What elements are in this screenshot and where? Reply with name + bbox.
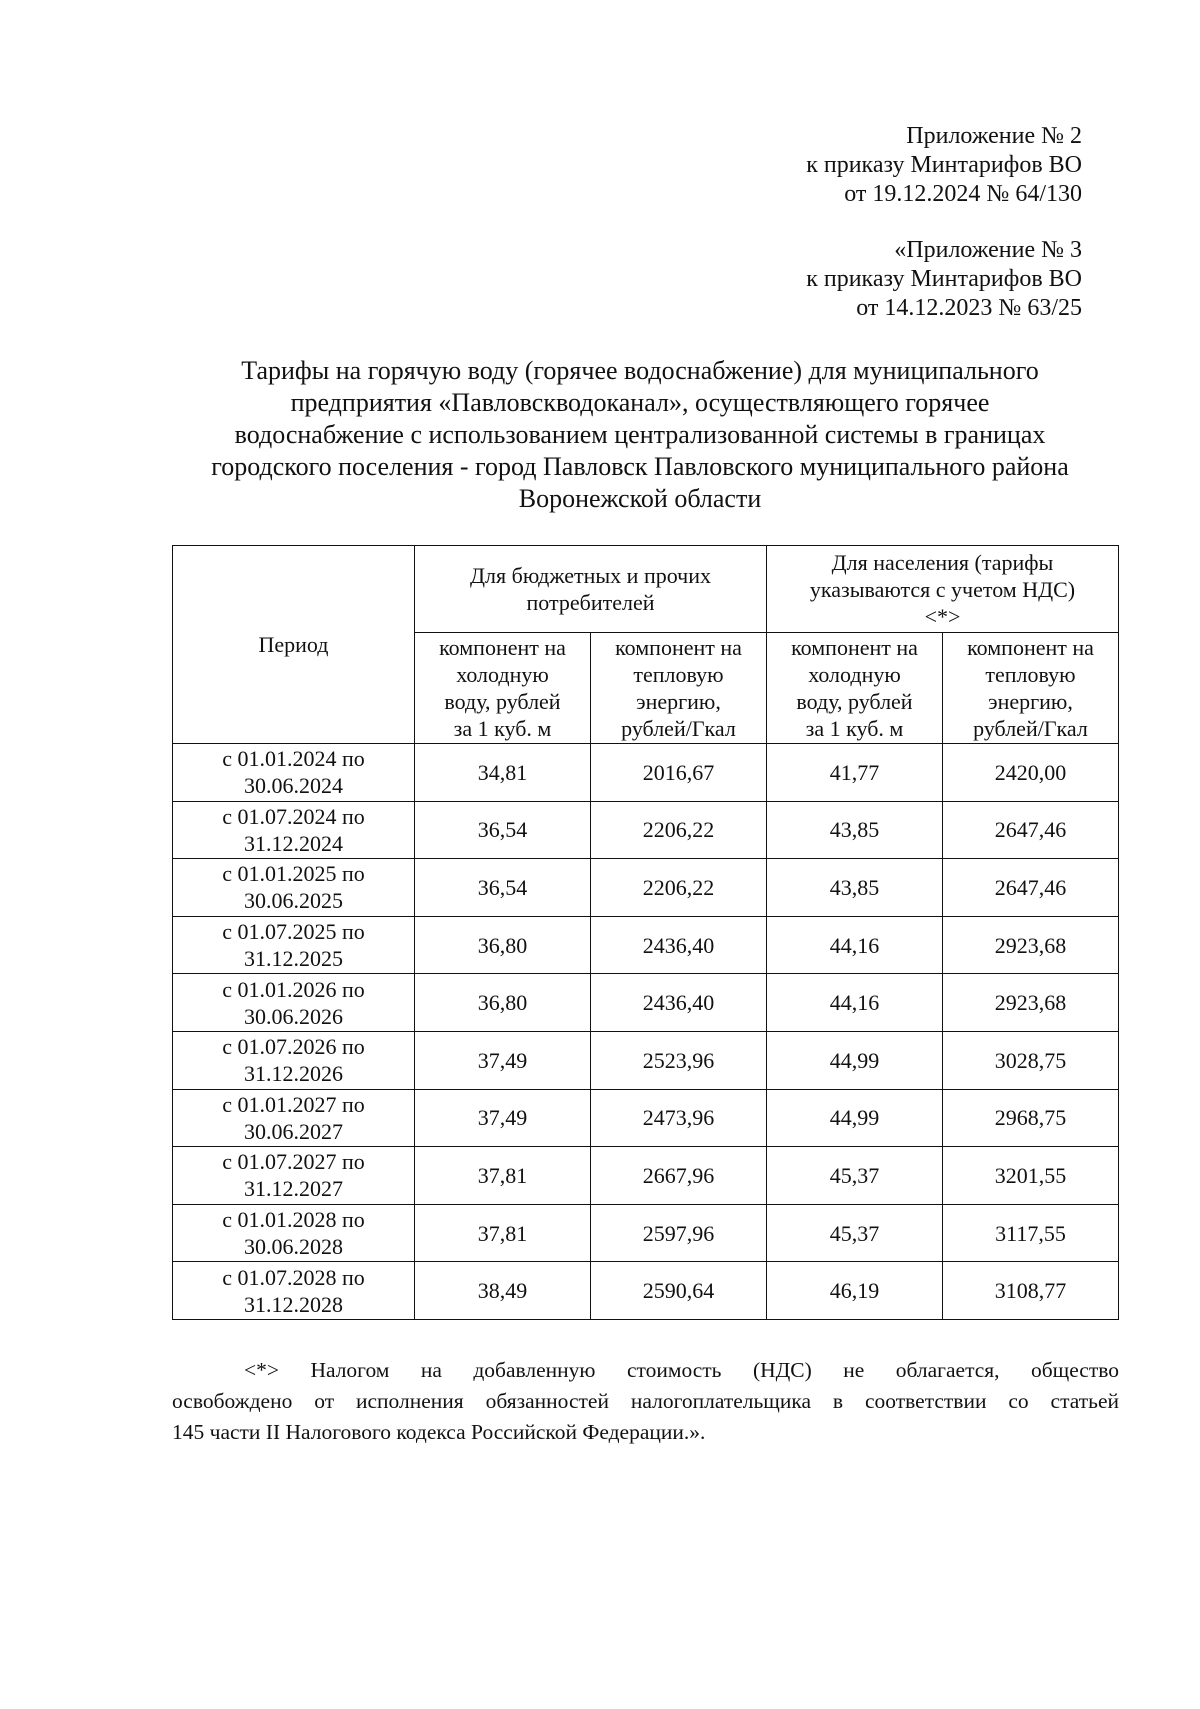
budget-cold-cell: 36,54 <box>415 859 591 917</box>
population-heat-cell: 2647,46 <box>943 801 1119 859</box>
population-cold-cell: 45,37 <box>767 1147 943 1205</box>
population-heat-cell: 3117,55 <box>943 1204 1119 1262</box>
period-cell: с 01.07.2026 по 31.12.2026 <box>173 1031 415 1089</box>
vat-footnote <box>172 1355 1119 1448</box>
title-line: водоснабжение с использованием централизованной системы в границах <box>234 420 1046 449</box>
population-cold-cell: 41,77 <box>767 744 943 802</box>
budget-heat-cell: 2590,64 <box>591 1262 767 1320</box>
budget-cold-water-header: компонент на холодную воду, рублей за 1 куб. м <box>415 633 591 744</box>
population-heat-cell: 2923,68 <box>943 916 1119 974</box>
period-header: Период <box>173 546 415 744</box>
budget-cold-cell: 38,49 <box>415 1262 591 1320</box>
population-cold-cell: 43,85 <box>767 859 943 917</box>
budget-heat-cell: 2436,40 <box>591 974 767 1032</box>
table-row <box>173 1147 1119 1205</box>
table-row <box>173 1204 1119 1262</box>
table-row <box>173 974 1119 1032</box>
amended-header-line: к приказу Минтарифов ВО <box>806 266 1082 292</box>
population-cold-cell: 46,19 <box>767 1262 943 1320</box>
budget-heat-cell: 2206,22 <box>591 801 767 859</box>
table-row <box>173 916 1119 974</box>
footnote-line: освобождено от исполнения обязанностей налогоплательщика в соответствии со статьей <box>172 1389 1119 1413</box>
population-heat-cell: 3108,77 <box>943 1262 1119 1320</box>
population-cold-cell: 44,99 <box>767 1031 943 1089</box>
budget-cold-cell: 37,49 <box>415 1031 591 1089</box>
budget-heat-cell: 2667,96 <box>591 1147 767 1205</box>
appendix-header-line: Приложение № 2 <box>906 123 1082 149</box>
population-cold-cell: 44,16 <box>767 916 943 974</box>
budget-heat-cell: 2473,96 <box>591 1089 767 1147</box>
population-cold-cell: 45,37 <box>767 1204 943 1262</box>
table-row <box>173 1031 1119 1089</box>
population-cold-water-header: компонент на холодную воду, рублей за 1 куб. м <box>767 633 943 744</box>
title-line: городского поселения - город Павловск Павловского муниципального района <box>211 452 1069 481</box>
period-cell: с 01.01.2025 по 30.06.2025 <box>173 859 415 917</box>
budget-heat-cell: 2206,22 <box>591 859 767 917</box>
population-header: Для населения (тарифы указываются с учетом НДС) <*> <box>767 546 1119 633</box>
title-line: предприятия «Павловскводоканал», осуществляющего горячее <box>290 388 990 417</box>
budget-cold-cell: 36,80 <box>415 916 591 974</box>
period-cell: с 01.01.2024 по 30.06.2024 <box>173 744 415 802</box>
budget-cold-cell: 37,49 <box>415 1089 591 1147</box>
budget-heat-cell: 2523,96 <box>591 1031 767 1089</box>
amended-header-line: от 14.12.2023 № 63/25 <box>856 295 1082 321</box>
period-cell: с 01.07.2028 по 31.12.2028 <box>173 1262 415 1320</box>
table-row <box>173 744 1119 802</box>
population-heat-cell: 2968,75 <box>943 1089 1119 1147</box>
amended-header-line: «Приложение № 3 <box>894 237 1082 263</box>
period-cell: с 01.01.2028 по 30.06.2028 <box>173 1204 415 1262</box>
table-row <box>173 801 1119 859</box>
population-cold-cell: 43,85 <box>767 801 943 859</box>
table-row <box>173 859 1119 917</box>
table-row <box>173 1089 1119 1147</box>
budget-cold-cell: 36,54 <box>415 801 591 859</box>
population-heat-cell: 3028,75 <box>943 1031 1119 1089</box>
period-cell: с 01.01.2027 по 30.06.2027 <box>173 1089 415 1147</box>
population-heat-energy-header: компонент на тепловую энергию, рублей/Гкал <box>943 633 1119 744</box>
period-cell: с 01.01.2026 по 30.06.2026 <box>173 974 415 1032</box>
appendix-header <box>806 122 1082 209</box>
budget-cold-cell: 36,80 <box>415 974 591 1032</box>
footnote-line: 145 части II Налогового кодекса Российской Федерации.». <box>172 1420 706 1444</box>
budget-consumers-header: Для бюджетных и прочих потребителей <box>415 546 767 633</box>
period-cell: с 01.07.2024 по 31.12.2024 <box>173 801 415 859</box>
tariff-table <box>172 545 1119 1320</box>
budget-heat-cell: 2436,40 <box>591 916 767 974</box>
budget-cold-cell: 34,81 <box>415 744 591 802</box>
footnote-line: <*> Налогом на добавленную стоимость (НДС) не облагается, общество <box>244 1358 1119 1382</box>
appendix-header-line: от 19.12.2024 № 64/130 <box>844 181 1082 207</box>
budget-cold-cell: 37,81 <box>415 1204 591 1262</box>
appendix-header-line: к приказу Минтарифов ВО <box>806 152 1082 178</box>
title-line: Воронежской области <box>518 484 762 513</box>
population-heat-cell: 2420,00 <box>943 744 1119 802</box>
population-cold-cell: 44,99 <box>767 1089 943 1147</box>
title-line: Тарифы на горячую воду (горячее водоснабжение) для муниципального <box>241 356 1039 385</box>
population-heat-cell: 2923,68 <box>943 974 1119 1032</box>
budget-heat-cell: 2597,96 <box>591 1204 767 1262</box>
population-heat-cell: 2647,46 <box>943 859 1119 917</box>
table-row <box>173 1262 1119 1320</box>
document-title <box>160 355 1120 515</box>
period-cell: с 01.07.2025 по 31.12.2025 <box>173 916 415 974</box>
budget-cold-cell: 37,81 <box>415 1147 591 1205</box>
population-cold-cell: 44,16 <box>767 974 943 1032</box>
budget-heat-energy-header: компонент на тепловую энергию, рублей/Гкал <box>591 633 767 744</box>
amended-appendix-header <box>806 236 1082 323</box>
budget-heat-cell: 2016,67 <box>591 744 767 802</box>
population-heat-cell: 3201,55 <box>943 1147 1119 1205</box>
period-cell: с 01.07.2027 по 31.12.2027 <box>173 1147 415 1205</box>
